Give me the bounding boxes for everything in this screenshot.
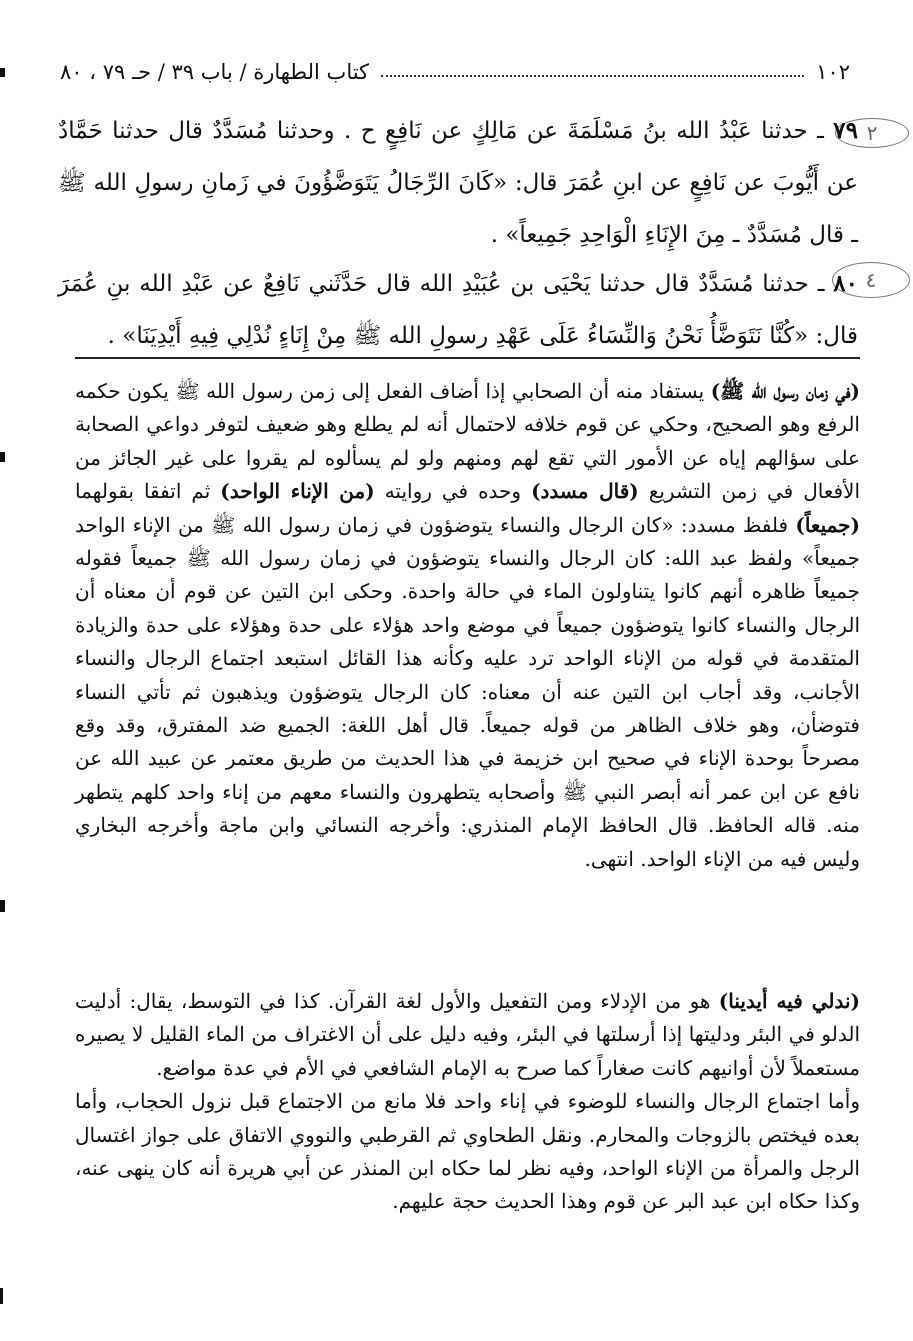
- hadith-text: ـ حدثنا عَبْدُ الله بنُ مَسْلَمَةَ عن مَالِكٍ عن نَافِعٍ ح . وحدثنا مُسَدَّدٌ قال حدثنا حَمَّادٌ عن أَيُّوبَ عن نَافِعٍ عن ابنِ عُمَرَ قال: «كَانَ الرِّجَالُ يَتَوَضَّؤُونَ في زَمانِ رسولِ الله ﷺ ـ قال مُسَدَّدٌ ـ مِنَ الإِنَاءِ الْوَاحِدِ جَمِيعاً» .: [58, 118, 858, 248]
- margin-note-h80: ٤: [832, 262, 910, 298]
- header-leader-dots: [381, 75, 804, 77]
- hadith-79: [58, 105, 858, 261]
- commentary-highlight: (من الإناء الواحد): [220, 479, 375, 504]
- commentary-paragraph-2: [75, 985, 860, 1219]
- scan-edge-mark: [0, 1288, 3, 1304]
- scan-edge-mark: [0, 452, 5, 462]
- commentary-text: وأما اجتماع الرجال والنساء للوضوء في إناء واحد فلا مانع من الاجتماع قبل نزول الحجاب، وأما بعده فيختص بالزوجات والمحارم. ونقل الطحاوي ثم القرطبي والنووي الاتفاق على جواز اغتسال الرجل والمرأة من الإناء الواحد، وفيه نظر لما حكاه ابن المنذر عن أبي هريرة أنه كان ينهى عنه، وكذا حكاه ابن عبد البر عن قوم وهذا الحديث حجة عليهم.: [75, 1089, 860, 1214]
- margin-note-h79: ٢: [835, 118, 909, 148]
- commentary-highlight: (جميعاً): [795, 512, 860, 537]
- running-header: [60, 52, 850, 92]
- hadith-number: ٧٩: [833, 117, 858, 144]
- commentary-lead: (في زمان رسول الله ﷺ): [710, 379, 860, 403]
- commentary-text: يستفاد منه أن الصحابي إذا أضاف الفعل إلى زمن رسول الله ﷺ يكون حكمه الرفع وهو الصحيح، وحكي عن قوم خلافه لاحتمال أنه لم يطلع وهو ضعيف لتوفر دواعي الصحابة على سؤالهم إياه عن الأمور التي تقع لهم ومنهم ولو لم يسألوه لم يقروا على غير الجائز من الأفعال في زمن التشريع: [75, 379, 861, 504]
- scan-edge-mark: [0, 900, 5, 912]
- commentary-highlight: (قال مسدد): [531, 479, 639, 504]
- commentary-paragraph-1: [75, 375, 860, 876]
- hadith-text: ـ حدثنا مُسَدَّدٌ قال حدثنا يَحْيَى بن عُبَيْدِ الله قال حَدَّثَني نَافِعٌ عن عَبْدِ الله بنِ عُمَرَ قال: «كُنَّا نَتَوَضَّأُ نَحْنُ وَالنِّسَاءُ عَلَى عَهْدِ رسولِ الله ﷺ مِنْ إِنَاءٍ نُدْلِي فِيهِ أَيْدِيَنَا» .: [58, 271, 858, 349]
- commentary-text: فلفظ مسدد: «كان الرجال والنساء يتوضؤون في زمان رسول الله ﷺ من الإناء الواحد جميعاً» ولفظ عبد الله: كان الرجال والنساء يتوضؤون في زمان رسول الله ﷺ جميعاً فقوله جميعاً ظاهره أنهم كانوا يتناولون الماء في حالة واحدة. وحكى ابن التين عن قوم أن معناه أن الرجال والنساء كانوا يتوضؤون جميعاً في موضع واحد هؤلاء على حدة وهؤلاء على حدة والزيادة المتقدمة في قوله من الإناء الواحد ترد عليه وكأنه هذا القائل استبعد اجتماع الرجال والنساء الأجانب، وقد أجاب ابن التين عنه أن معناه: كان الرجال يتوضؤون ويذهبون ثم تأتي النساء فتوضأن، وهو خلاف الظاهر من قوله جميعاً. قال أهل اللغة: الجميع ضد المفترق، وقد وقع مصرحاً بوحدة الإناء في صحيح ابن خزيمة في هذا الحديث من طريق معتمر عن عبيد الله عن نافع عن ابن عمر أنه أبصر النبي ﷺ وأصحابه يتطهرون والنساء معهم من إناء واحد كلهم يتطهر منه. قاله الحافظ. قال الحافظ الإمام المنذري: وأخرجه النسائي وابن ماجة وأخرجه البخاري وليس فيه من الإناء الواحد. انتهى.: [75, 512, 860, 871]
- commentary-text: وحده في روايته: [374, 479, 532, 504]
- section-divider: [75, 357, 860, 359]
- commentary-text: هو من الإدلاء ومن التفعيل والأول لغة القرآن. كذا في التوسط، يقال: أدليت الدلو في البئر ودليتها إذا أرسلتها في البئر، وفيه دليل على أن الاغتراف من الماء القليل لا يصيره مستعملاً لأن أوانيهم كانت صغاراً كما صرح به الإمام الشافعي في الأم في عدة مواضع.: [75, 989, 860, 1080]
- scan-edge-mark: [0, 68, 5, 77]
- hadith-number: ٨٠: [833, 270, 858, 297]
- commentary-lead: (ندلي فيه أيدينا): [718, 989, 860, 1013]
- hadith-80: [58, 258, 858, 362]
- commentary-text: ثم اتفقا بقولهما: [75, 479, 221, 504]
- page-number: ١٠٢: [816, 60, 850, 84]
- header-title: كتاب الطهارة / باب ٣٩ / حـ ٧٩ ، ٨٠: [60, 60, 370, 84]
